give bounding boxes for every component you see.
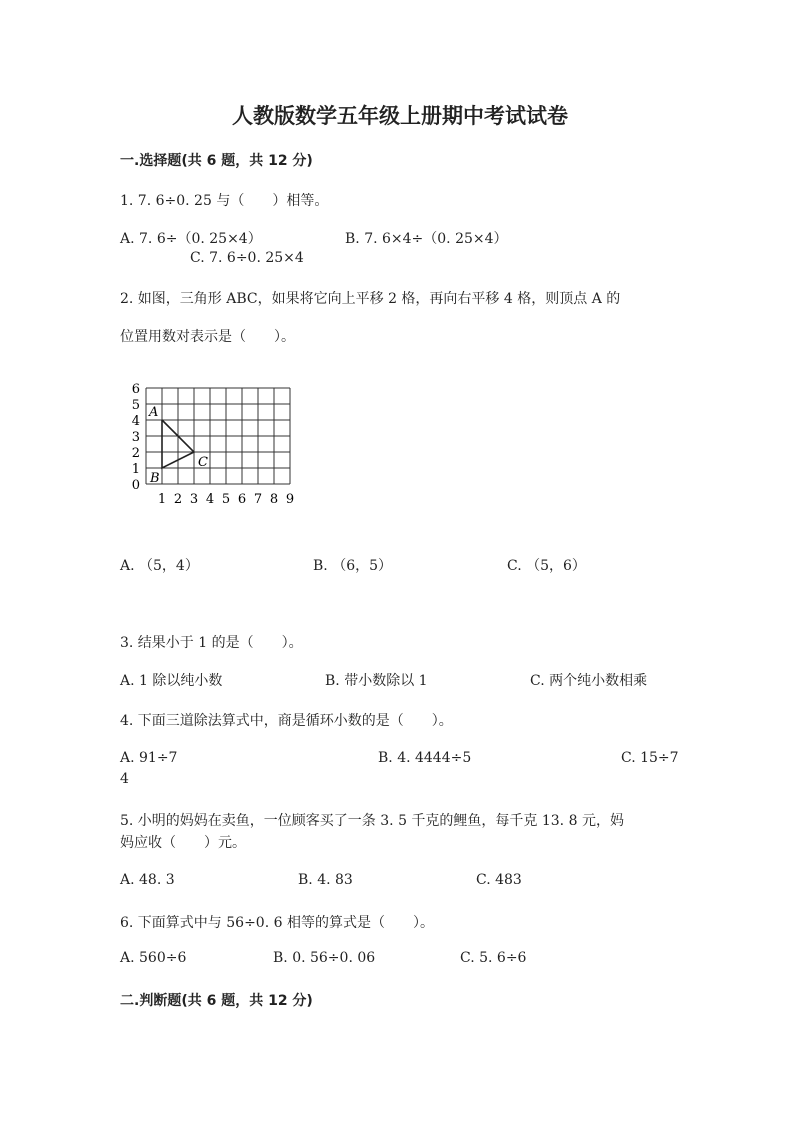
q5-option-b: B. 4. 83 [298, 872, 353, 888]
y-tick-label: 4 [131, 414, 140, 429]
q2-grid-figure [126, 378, 316, 513]
x-tick-label: 6 [237, 492, 247, 507]
q1-option-b: B. 7. 6×4÷（0. 25×4） [345, 231, 508, 247]
y-tick-label: 1 [131, 462, 140, 477]
q3-option-a: A. 1 除以纯小数 [120, 673, 223, 689]
x-tick-label: 8 [269, 492, 279, 507]
x-tick-label: 1 [157, 492, 167, 507]
y-tick-label: 2 [131, 446, 140, 461]
section-2-heading: 二.判断题(共 6 题，共 12 分) [120, 993, 313, 1009]
x-tick-label: 3 [189, 492, 199, 507]
x-tick-label: 2 [173, 492, 183, 507]
x-tick-label: 9 [285, 492, 295, 507]
x-tick-label: 5 [221, 492, 231, 507]
y-tick-label: 6 [131, 382, 140, 397]
q4-option-c-wrap: 4 [120, 771, 129, 787]
x-tick-label: 7 [253, 492, 263, 507]
q2-stem-line1: 2. 如图，三角形 ABC，如果将它向上平移 2 格，再向右平移 4 格，则顶点 A 的 [120, 291, 621, 307]
x-tick-label: 4 [205, 492, 215, 507]
q1-option-a: A. 7. 6÷（0. 25×4） [120, 231, 262, 247]
q2-option-a: A. （5，4） [120, 558, 199, 574]
q1-option-c: C. 7. 6÷0. 25×4 [190, 250, 304, 266]
q5-option-c: C. 483 [476, 872, 522, 888]
q6-option-b: B. 0. 56÷0. 06 [273, 950, 376, 966]
q2-option-c: C. （5，6） [507, 558, 586, 574]
vertex-label-a: A [149, 405, 159, 420]
page-title: 人教版数学五年级上册期中考试试卷 [232, 103, 568, 128]
q5-stem-line2: 妈应收（ ）元。 [120, 835, 246, 851]
q6-option-a: A. 560÷6 [120, 950, 187, 966]
q2-option-b: B. （6，5） [313, 558, 393, 574]
q6-stem: 6. 下面算式中与 56÷0. 6 相等的算式是（ ）。 [120, 915, 434, 931]
q3-option-b: B. 带小数除以 1 [325, 673, 428, 689]
y-tick-label: 5 [131, 398, 140, 413]
q5-option-a: A. 48. 3 [120, 872, 175, 888]
q6-option-c: C. 5. 6÷6 [460, 950, 527, 966]
q1-stem: 1. 7. 6÷0. 25 与（ ）相等。 [120, 193, 329, 209]
q4-stem: 4. 下面三道除法算式中，商是循环小数的是（ ）。 [120, 713, 453, 729]
q4-option-c: C. 15÷7 [621, 750, 679, 766]
q5-stem-line1: 5. 小明的妈妈在卖鱼，一位顾客买了一条 3. 5 千克的鲤鱼，每千克 13. 8 元，妈 [120, 813, 624, 829]
y-tick-label: 0 [131, 478, 140, 493]
y-tick-label: 3 [131, 430, 140, 445]
q3-option-c: C. 两个纯小数相乘 [530, 673, 648, 689]
vertex-label-c: C [198, 455, 208, 470]
section-1-heading: 一.选择题(共 6 题，共 12 分) [120, 153, 313, 169]
q2-stem-line2: 位置用数对表示是（ ）。 [120, 329, 295, 345]
vertex-label-b: B [150, 471, 160, 486]
q4-option-b: B. 4. 4444÷5 [378, 750, 472, 766]
q3-stem: 3. 结果小于 1 的是（ ）。 [120, 635, 303, 651]
q4-option-a: A. 91÷7 [120, 750, 178, 766]
